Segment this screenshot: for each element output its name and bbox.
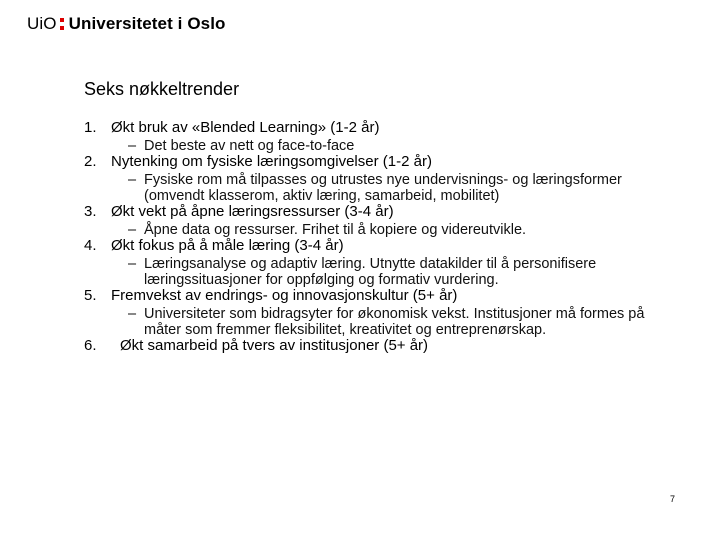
list-item <box>84 154 694 204</box>
item-number: 5. <box>84 287 97 304</box>
sub-dash: – <box>128 256 137 272</box>
sub-item-text: Fysiske rom må tilpasses og utrustes nye undervisnings- og læringsformer (omvendt klasserom, aktiv læring, samarbeid, mobilitet) <box>144 172 622 204</box>
sub-item <box>128 138 694 154</box>
list-item <box>84 120 694 154</box>
item-number: 3. <box>84 203 97 220</box>
sub-item <box>128 306 694 338</box>
item-number: 4. <box>84 237 97 254</box>
sub-item-text: Læringsanalyse og adaptiv læring. Utnytte datakilder til å personifisere læringssituasjoner for oppfølging og formativ vurdering. <box>144 256 597 288</box>
item-text: Økt samarbeid på tvers av institusjoner (5+ år) <box>120 337 429 354</box>
list-item <box>84 204 694 238</box>
sub-item-text: Det beste av nett og face-to-face <box>144 138 355 154</box>
sub-item <box>128 222 694 238</box>
item-number: 1. <box>84 119 97 136</box>
list-item <box>84 288 694 338</box>
item-number: 2. <box>84 153 97 170</box>
item-number: 6. <box>84 337 97 354</box>
logo-name: Universitetet i Oslo <box>68 14 226 33</box>
item-text: Økt vekt på åpne læringsressurser (3-4 år) <box>111 203 394 220</box>
uio-logo <box>27 13 226 35</box>
sub-dash: – <box>128 172 137 188</box>
sub-item <box>128 172 694 204</box>
sub-dash: – <box>128 222 137 238</box>
item-text: Økt bruk av «Blended Learning» (1-2 år) <box>111 119 380 136</box>
page-number: 7 <box>670 494 676 504</box>
sub-dash: – <box>128 138 137 154</box>
slide-title: Seks nøkkeltrender <box>84 79 240 99</box>
item-text: Fremvekst av endrings- og innovasjonskultur (5+ år) <box>111 287 458 304</box>
trend-list <box>84 120 694 354</box>
sub-dash: – <box>128 306 137 322</box>
item-text: Nytenking om fysiske læringsomgivelser (1-2 år) <box>111 153 432 170</box>
sub-item-text: Åpne data og ressurser. Frihet til å kopiere og videreutvikle. <box>144 222 527 238</box>
sub-item-text: Universiteter som bidragsyter for økonomisk vekst. Institusjoner må formes på måter som fremmer fleksibilitet, kreativitet og entreprenørskap. <box>144 306 645 338</box>
logo-dots-icon <box>60 18 64 30</box>
logo-short: UiO <box>27 14 57 33</box>
list-item <box>84 338 694 354</box>
item-text: Økt fokus på å måle læring (3-4 år) <box>111 237 344 254</box>
list-item <box>84 238 694 288</box>
sub-item <box>128 256 694 288</box>
